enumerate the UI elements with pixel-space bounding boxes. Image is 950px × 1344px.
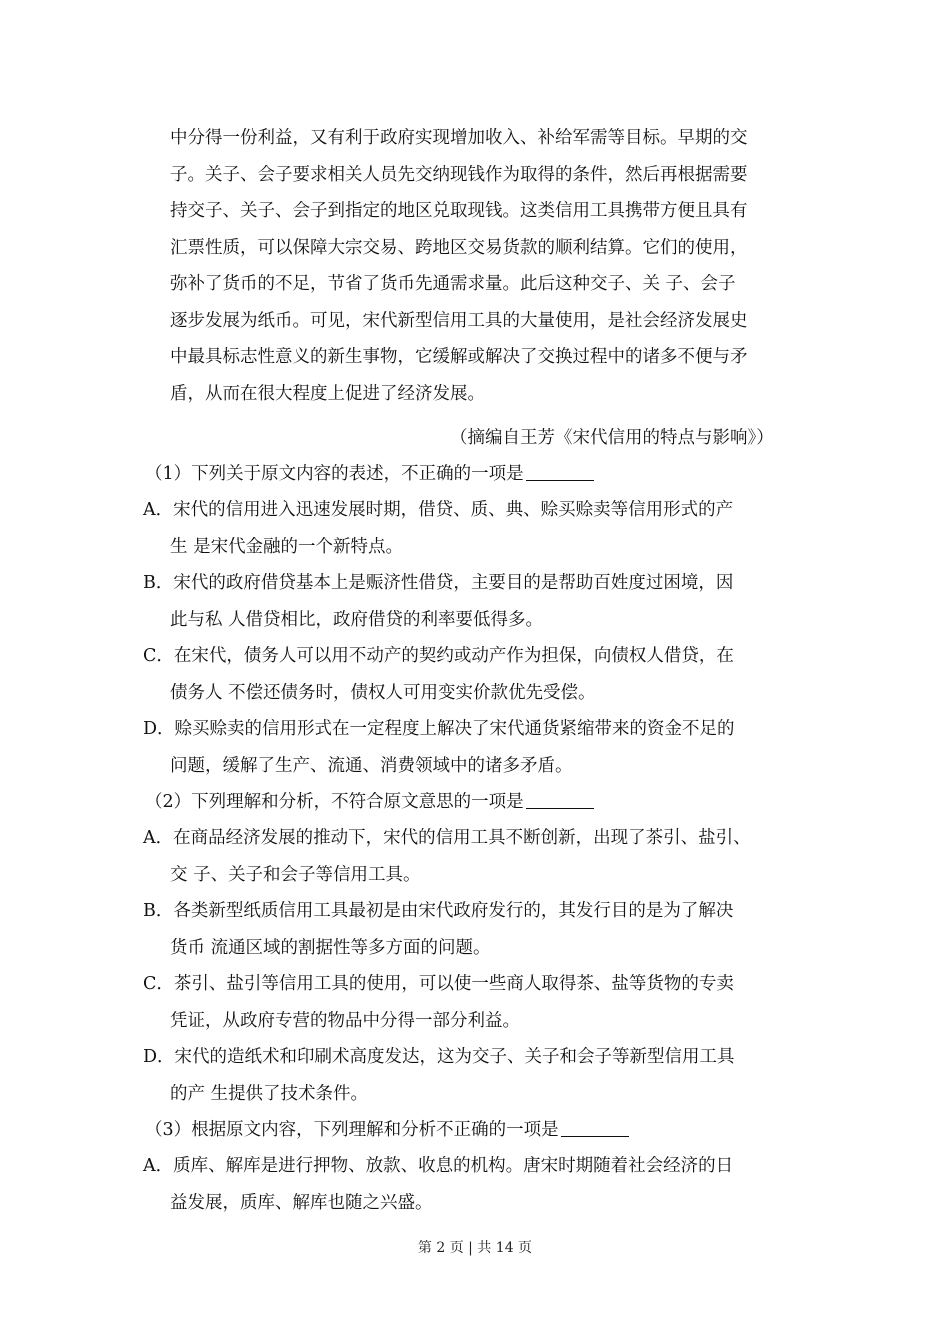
question-2-option-d [143, 1039, 833, 1112]
option-letter: B． [143, 901, 174, 921]
option-text-continued: 债务人 不偿还债务时，债权人可用变实价款优先受偿。 [170, 682, 596, 703]
question-1-option-b [143, 565, 833, 638]
page-footer: 第 2 页 | 共 14 页 [417, 1240, 533, 1256]
answer-blank [526, 790, 594, 809]
passage-line: 逐步发展为纸币。可见，宋代新型信用工具的大量使用，是社会经济发展史 [170, 310, 748, 331]
option-letter: D． [143, 719, 175, 739]
question-3-option-a [143, 1148, 833, 1221]
question-stem-text: （1）下列关于原文内容的表述，不正确的一项是 [145, 464, 524, 484]
question-1-option-c [143, 638, 833, 711]
question-1-option-a [143, 492, 833, 565]
question-2-stem [145, 784, 594, 821]
question-3-stem [145, 1112, 629, 1149]
passage-line: 弥补了货币的不足，节省了货币先通需求量。此后这种交子、关 子、会子 [170, 274, 736, 294]
option-letter: A． [143, 500, 174, 520]
passage-source: （摘编自王芳《宋代信用的特点与影响》） [450, 428, 774, 448]
option-text: 各类新型纸质信用工具最初是由宋代政府发行的，其发行目的是为了解决 [173, 901, 734, 921]
answer-blank [526, 462, 594, 481]
option-text: 在宋代，债务人可以用不动产的契约或动产作为担保，向债权人借贷，在 [173, 646, 734, 666]
passage-line: 中分得一份利益，又有利于政府实现增加收入、补给军需等目标。早期的交 [170, 128, 748, 148]
question-stem-text: （3）根据原文内容，下列理解和分析不正确的一项是 [145, 1120, 559, 1140]
option-text-continued: 的产 生提供了技术条件。 [170, 1083, 369, 1104]
option-letter: D． [143, 1047, 175, 1067]
passage-line: 汇票性质，可以保障大宗交易、跨地区交易货款的顺利结算。它们的使用， [170, 237, 748, 258]
option-letter: C． [143, 974, 174, 994]
option-text-continued: 益发展，质库、解库也随之兴盛。 [170, 1192, 433, 1213]
option-text: 宋代的信用进入迅速发展时期，借贷、质、典、赊买赊卖等信用形式的产 [173, 500, 734, 520]
option-text-continued: 货币 流通区域的割据性等多方面的问题。 [170, 937, 491, 958]
option-text: 质库、解库是进行押物、放款、收息的机构。唐宋时期随着社会经济的日 [173, 1156, 734, 1176]
option-text: 茶引、盐引等信用工具的使用，可以使一些商人取得茶、盐等货物的专卖 [173, 974, 734, 994]
option-letter: C． [143, 646, 174, 666]
option-text-continued: 交 子、关子和会子等信用工具。 [170, 864, 421, 885]
option-text-continued: 此与私 人借贷相比，政府借贷的利率要低得多。 [170, 609, 544, 630]
option-text: 在商品经济发展的推动下，宋代的信用工具不断创新，出现了茶引、盐引、 [173, 828, 751, 848]
option-letter: A． [143, 1156, 174, 1176]
question-2-option-c [143, 966, 833, 1039]
option-letter: B． [143, 573, 174, 593]
passage-line: 持交子、关子、会子到指定的地区兑取现钱。这类信用工具携带方便且具有 [170, 201, 748, 221]
passage-line: 中最具标志性意义的新生事物，它缓解或解决了交换过程中的诸多不便与矛 [170, 347, 748, 367]
question-2-option-b [143, 893, 833, 966]
option-text-continued: 问题，缓解了生产、流通、消费领域中的诸多矛盾。 [170, 755, 573, 776]
passage-paragraph [170, 120, 810, 412]
passage-line: 盾，从而在很大程度上促进了经济发展。 [170, 383, 485, 404]
option-text-continued: 凭证，从政府专营的物品中分得一部分利益。 [170, 1010, 520, 1031]
option-text: 赊买赊卖的信用形式在一定程度上解决了宋代通货紧缩带来的资金不足的 [174, 719, 735, 739]
option-text: 宋代的政府借贷基本上是赈济性借贷，主要目的是帮助百姓度过困境，因 [173, 573, 734, 593]
question-stem-text: （2）下列理解和分析，不符合原文意思的一项是 [145, 792, 524, 812]
passage-line: 子。关子、会子要求相关人员先交纳现钱作为取得的条件，然后再根据需要 [170, 164, 748, 185]
option-text: 宋代的造纸术和印刷术高度发达，这为交子、关子和会子等新型信用工具 [174, 1047, 735, 1067]
option-text-continued: 生 是宋代金融的一个新特点。 [170, 536, 404, 557]
question-1-option-d [143, 711, 833, 784]
question-2-option-a [143, 820, 833, 893]
answer-blank [561, 1118, 629, 1137]
option-letter: A． [143, 828, 174, 848]
question-1-stem [145, 456, 594, 493]
